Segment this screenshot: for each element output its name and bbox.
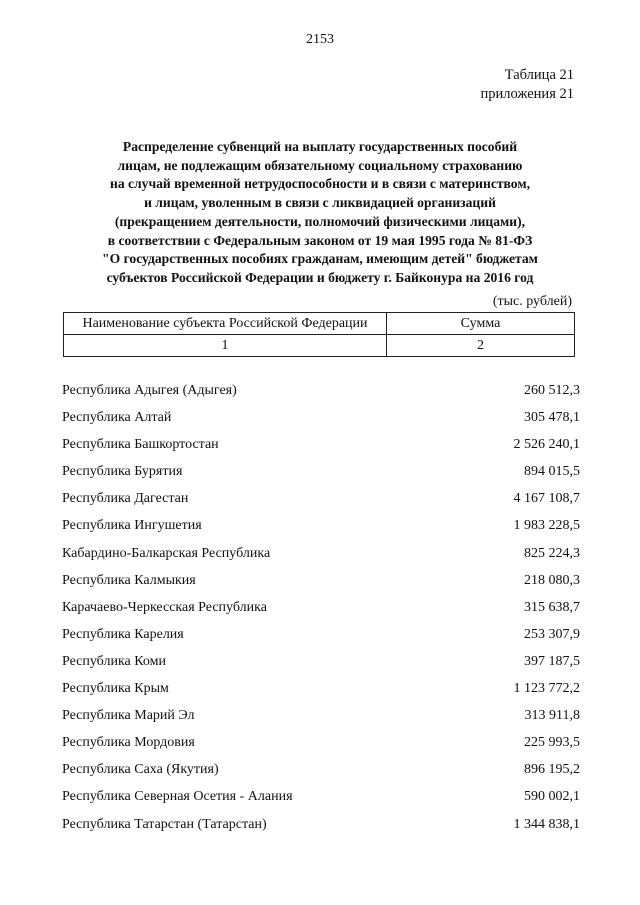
title-line: в соответствии с Федеральным законом от 19 мая 1995 года № 81-ФЗ (107, 232, 533, 248)
table-row (62, 431, 580, 458)
row-amount: 313 911,8 (524, 708, 580, 724)
row-amount: 253 307,9 (524, 626, 580, 642)
row-name: Республика Татарстан (Татарстан) (62, 816, 267, 832)
row-amount: 218 080,3 (524, 572, 580, 588)
row-name: Республика Мордовия (62, 735, 195, 751)
table-row (62, 404, 580, 431)
row-amount: 305 478,1 (524, 410, 580, 426)
table-row (62, 485, 580, 512)
table-row (62, 567, 580, 594)
row-name: Республика Саха (Якутия) (62, 762, 219, 778)
table-reference (481, 66, 574, 104)
title-line: субъектов Российской Федерации и бюджету г. Байконура на 2016 год (106, 269, 534, 285)
row-name: Республика Северная Осетия - Алания (62, 789, 293, 805)
header-col-amount: Сумма (387, 313, 575, 335)
table-row (62, 458, 580, 485)
row-amount: 4 167 108,7 (513, 491, 580, 507)
row-name: Республика Карелия (62, 626, 184, 642)
title-line: Распределение субвенций на выплату государственных пособий (122, 139, 518, 154)
header-number-row (64, 335, 575, 357)
table-row (62, 512, 580, 539)
header-num-2: 2 (387, 335, 575, 357)
row-amount: 315 638,7 (524, 599, 580, 615)
row-name: Республика Калмыкия (62, 572, 196, 588)
title-line: "О государственных пособиях гражданам, имеющим детей" бюджетам (102, 251, 538, 267)
row-name: Карачаево-Черкесская Республика (62, 599, 267, 615)
table-row (62, 811, 580, 838)
table-row (62, 702, 580, 729)
row-name: Республика Коми (62, 653, 166, 669)
row-name: Республика Башкортостан (62, 437, 219, 453)
header-num-1: 1 (64, 335, 387, 357)
table-row (62, 783, 580, 810)
title-line: лицам, не подлежащим обязательному социальному страхованию (117, 157, 523, 173)
table-reference-line-1: Таблица 21 (504, 67, 574, 83)
row-amount: 896 195,2 (524, 762, 580, 778)
row-name: Кабардино-Балкарская Республика (62, 545, 271, 561)
table-reference-line-2: приложения 21 (480, 86, 574, 102)
row-name: Республика Бурятия (62, 464, 183, 480)
row-name: Республика Дагестан (62, 491, 189, 507)
table-row (62, 540, 580, 567)
table-row (62, 377, 580, 404)
table-row (62, 621, 580, 648)
title-line: (прекращением деятельности, полномочий физическими лицами), (114, 213, 526, 229)
row-amount: 825 224,3 (524, 545, 580, 561)
table-row (62, 756, 580, 783)
row-name: Республика Адыгея (Адыгея) (62, 383, 237, 398)
header-col-name: Наименование субъекта Российской Федерации (64, 313, 387, 335)
table-row (62, 648, 580, 675)
table-row (62, 675, 580, 702)
page-number: 2153 (306, 32, 334, 47)
table-body (62, 377, 580, 838)
row-amount: 397 187,5 (524, 653, 580, 669)
header-row (64, 313, 575, 335)
row-name: Республика Ингушетия (62, 518, 202, 534)
row-name: Республика Алтай (62, 410, 172, 426)
table-row (62, 729, 580, 756)
document-title (40, 138, 600, 288)
row-amount: 1 123 772,2 (513, 681, 580, 697)
row-name: Республика Крым (62, 681, 169, 697)
row-amount: 225 993,5 (524, 735, 580, 751)
title-line: и лицам, уволенным в связи с ликвидацией организаций (144, 195, 496, 211)
units-label: (тыс. рублей) (492, 294, 572, 309)
table-row (62, 594, 580, 621)
row-amount: 1 983 228,5 (513, 518, 580, 534)
row-amount: 894 015,5 (524, 464, 580, 480)
row-amount: 590 002,1 (524, 789, 580, 805)
table-header (63, 312, 575, 357)
row-amount: 2 526 240,1 (513, 437, 580, 453)
row-amount: 1 344 838,1 (513, 816, 580, 832)
row-name: Республика Марий Эл (62, 708, 195, 724)
title-line: на случай временной нетрудоспособности и в связи с материнством, (109, 176, 530, 192)
row-amount: 260 512,3 (524, 383, 580, 398)
